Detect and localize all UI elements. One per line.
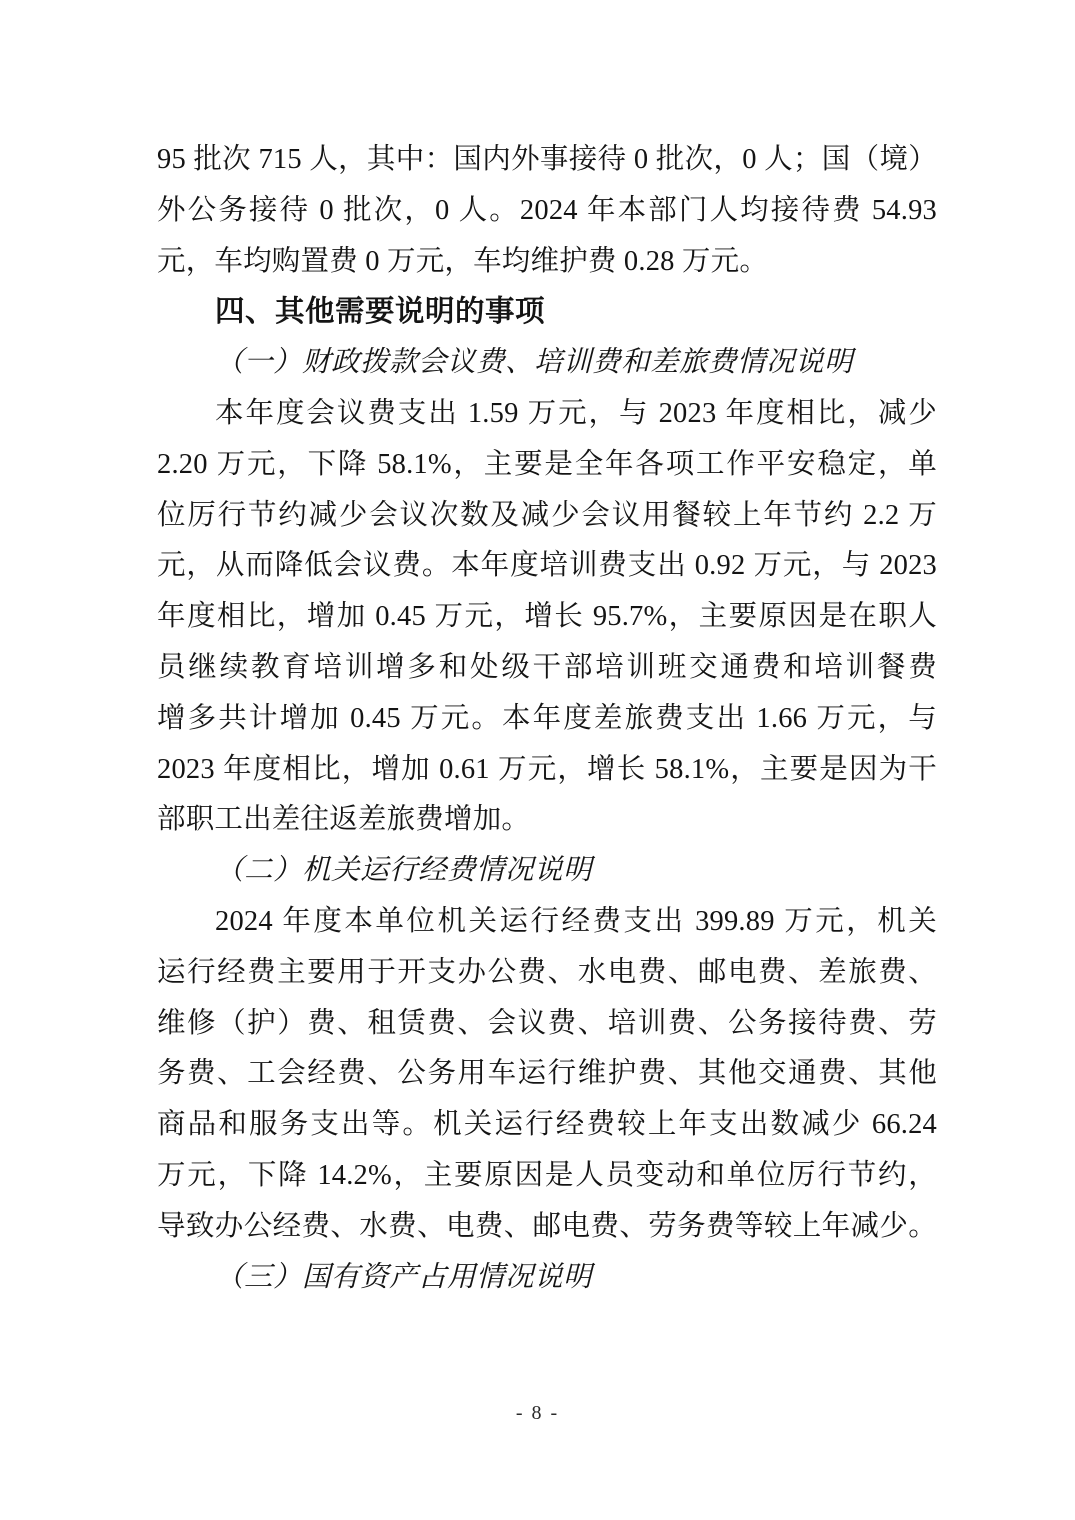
page-number: - 8 - bbox=[515, 1402, 560, 1424]
text-line: 2.20 万元，下降 58.1%，主要是全年各项工作平安稳定，单 bbox=[157, 448, 937, 480]
text-line: 位厉行节约减少会议次数及减少会议用餐较上年节约 2.2 万 bbox=[157, 499, 937, 531]
text-line: （一）财政拨款会议费、培训费和差旅费情况说明 bbox=[215, 347, 854, 379]
text-line: 2023 年度相比，增加 0.61 万元，增长 58.1%，主要是因为干 bbox=[157, 753, 937, 785]
text-line: 增多共计增加 0.45 万元。本年度差旅费支出 1.66 万元，与 bbox=[157, 702, 937, 734]
text-line: （三）国有资产占用情况说明 bbox=[215, 1261, 593, 1293]
text-line: 本年度会议费支出 1.59 万元，与 2023 年度相比，减少 bbox=[215, 397, 937, 429]
text-line: 四、其他需要说明的事项 bbox=[215, 295, 546, 329]
text-line: 外公务接待 0 批次，0 人。2024 年本部门人均接待费 54.93 bbox=[157, 194, 937, 226]
text-line: 商品和服务支出等。机关运行经费较上年支出数减少 66.24 bbox=[157, 1109, 937, 1141]
text-line: 部职工出差往返差旅费增加。 bbox=[157, 804, 531, 836]
text-line: 2024 年度本单位机关运行经费支出 399.89 万元，机关 bbox=[215, 905, 937, 937]
text-line: 运行经费主要用于开支办公费、水电费、邮电费、差旅费、 bbox=[157, 956, 937, 988]
text-line: 元，从而降低会议费。本年度培训费支出 0.92 万元，与 2023 bbox=[157, 550, 937, 582]
text-line: 元，车均购置费 0 万元，车均维护费 0.28 万元。 bbox=[157, 245, 769, 277]
text-line: 员继续教育培训增多和处级干部培训班交通费和培训餐费 bbox=[157, 651, 937, 683]
text-block bbox=[157, 135, 937, 1303]
text-line: （二）机关运行经费情况说明 bbox=[215, 855, 593, 887]
text-line: 95 批次 715 人，其中：国内外事接待 0 批次，0 人；国（境） bbox=[157, 144, 937, 175]
text-line: 万元，下降 14.2%，主要原因是人员变动和单位厉行节约， bbox=[157, 1159, 937, 1191]
text-line: 年度相比，增加 0.45 万元，增长 95.7%，主要原因是在职人 bbox=[157, 601, 937, 633]
text-line: 导致办公经费、水费、电费、邮电费、劳务费等较上年减少。 bbox=[157, 1210, 937, 1242]
text-line: 维修（护）费、租赁费、会议费、培训费、公务接待费、劳 bbox=[157, 1007, 937, 1039]
text-line: 务费、工会经费、公务用车运行维护费、其他交通费、其他 bbox=[157, 1058, 937, 1090]
